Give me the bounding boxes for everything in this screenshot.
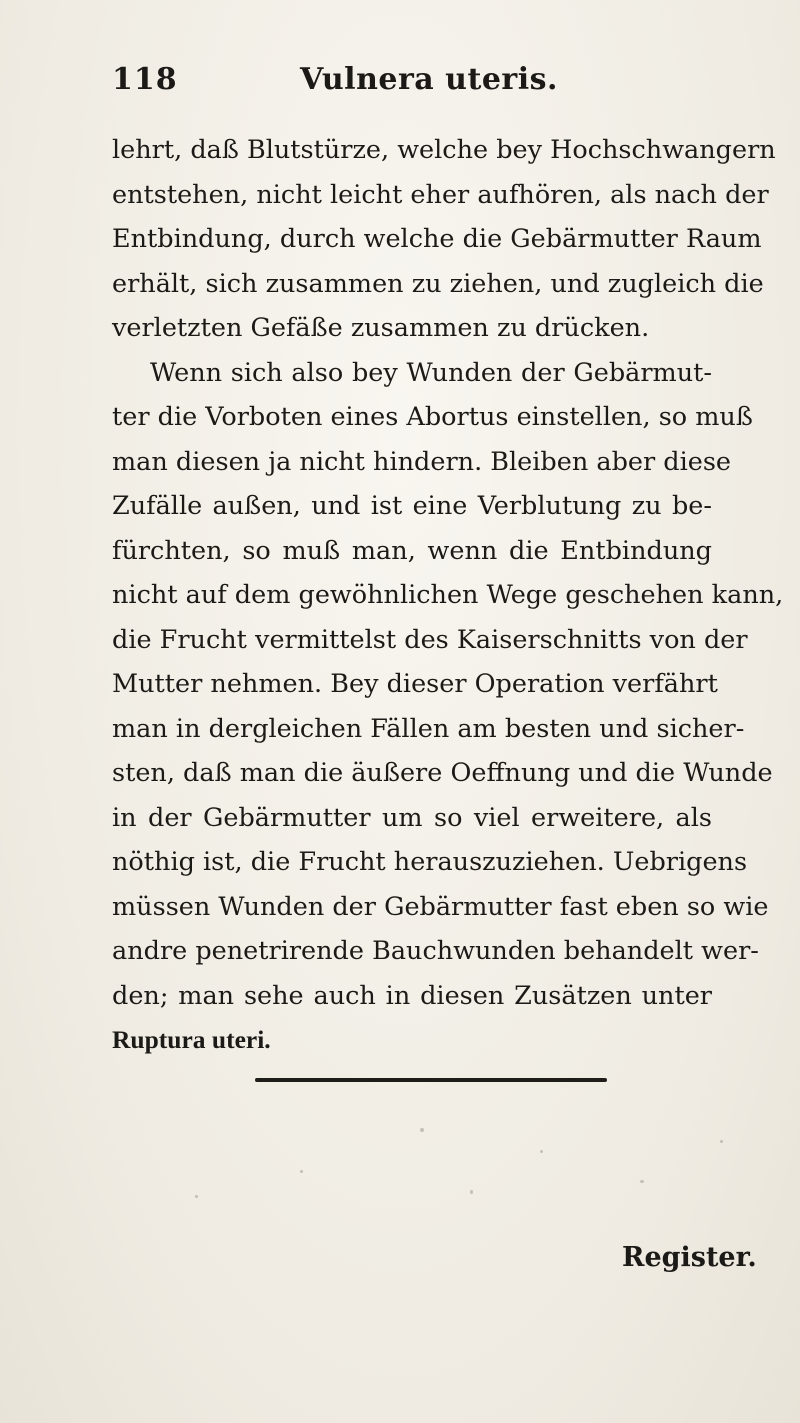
text-line: entstehen, nicht leicht eher aufhören, als nach der: [112, 179, 769, 210]
text-line: sten, daß man die äußere Oeffnung und die Wunde: [112, 758, 773, 788]
running-title: Vulnera uteris.: [300, 62, 558, 97]
text-line: ter die Vorboten eines Abortus einstellen, so muß: [112, 402, 753, 432]
text-line: Mutter nehmen. Bey dieser Operation verfährt: [112, 669, 718, 699]
text-line: man in dergleichen Fällen am besten und sicher-: [112, 713, 745, 744]
text-line: den; man sehe auch in diesen Zusätzen unter: [112, 980, 712, 1011]
text-line: fürchten, so muß man, wenn die Entbindung: [112, 535, 712, 566]
text-line: erhält, sich zusammen zu ziehen, und zugleich die: [112, 268, 764, 299]
text-line: andre penetrirende Bauchwunden behandelt wer-: [112, 936, 759, 966]
text-line: verletzten Gefäße zusammen zu drücken.: [112, 313, 650, 343]
body-text: [112, 128, 784, 1063]
text-line: lehrt, daß Blutstürze, welche bey Hochschwangern: [112, 135, 776, 165]
text-line: müssen Wunden der Gebärmutter fast eben so wie: [112, 891, 769, 922]
text-line: Entbindung, durch welche die Gebärmutter Raum: [112, 224, 762, 254]
text-line: nicht auf dem gewöhnlichen Wege geschehen kann,: [112, 580, 784, 610]
catchword: Register.: [622, 1242, 757, 1273]
text-line: die Frucht vermittelst des Kaiserschnitts von der: [112, 624, 748, 655]
running-head: [112, 62, 712, 106]
paper-speck: [720, 1140, 723, 1143]
text-line: man diesen ja nicht hindern. Bleiben aber diese: [112, 446, 732, 477]
paper-speck: [420, 1128, 424, 1132]
text-line: Wenn sich also bey Wunden der Gebärmut-: [150, 357, 712, 388]
text-line: nöthig ist, die Frucht herauszuziehen. Uebrigens: [112, 847, 748, 877]
paper-speck: [195, 1195, 198, 1198]
paper-speck: [470, 1190, 473, 1194]
paper-speck: [540, 1150, 543, 1153]
section-divider: [255, 1078, 607, 1082]
page-number: 118: [112, 62, 178, 97]
paper-speck: [300, 1170, 303, 1173]
paper-speck: [640, 1180, 644, 1183]
text-line: Zufälle außen, und ist eine Verblutung zu be-: [112, 491, 712, 521]
text-line: Ruptura uteri.: [112, 1025, 271, 1054]
text-line: in der Gebärmutter um so viel erweitere, als: [112, 802, 712, 833]
